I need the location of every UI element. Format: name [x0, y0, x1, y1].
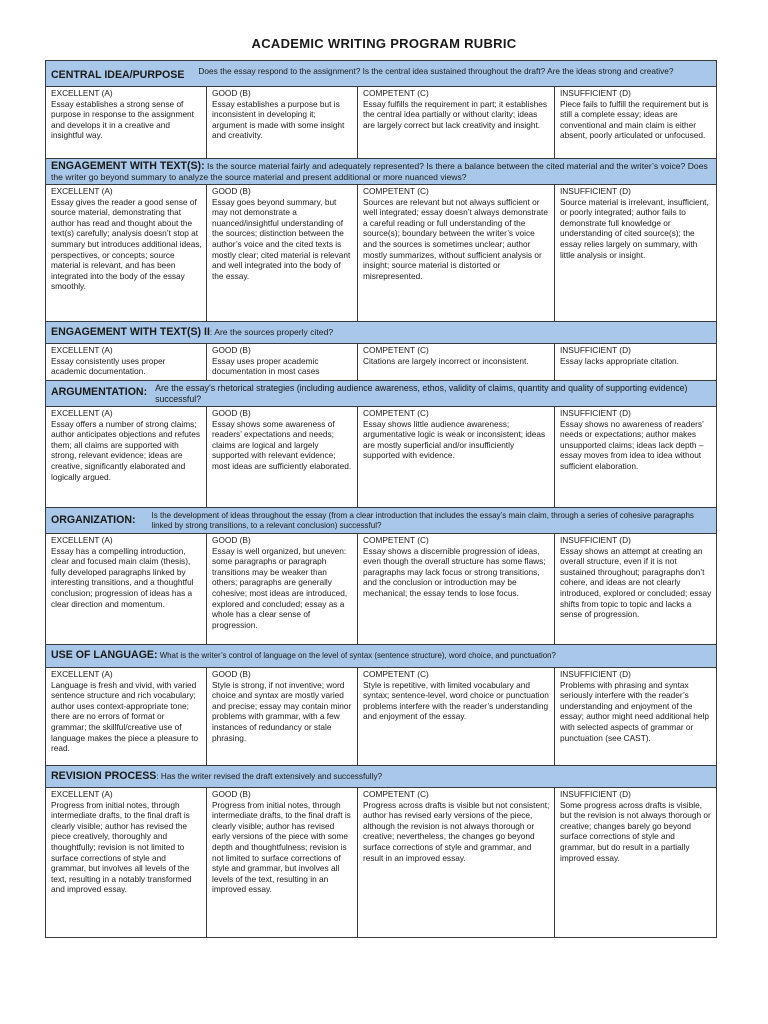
level-label: INSUFFICIENT (D) [560, 186, 631, 196]
cell-insufficient [555, 407, 717, 508]
criterion-title: ARGUMENTATION: [51, 386, 148, 399]
level-description: Essay lacks appropriate citation. [560, 355, 679, 366]
level-description: Problems with phrasing and syntax seriously interfere with the reader’s understanding and enjoyment of the essay; author might need additional help with selected aspects of grammar or punctuation (see CAST). [560, 679, 709, 743]
level-description: Style is strong, if not inventive; word choice and syntax are mostly varied and precise; essay may contain minor problems with grammar, with a few instances of redundancy or stale phrasing. [212, 679, 352, 743]
level-label: INSUFFICIENT (D) [560, 88, 631, 98]
cell-competent [358, 344, 555, 381]
level-label: INSUFFICIENT (D) [560, 669, 631, 679]
criterion-title: USE OF LANGUAGE: [51, 649, 158, 662]
cell-insufficient [555, 788, 717, 938]
criterion-question: Is the source material fairly and adequately represented? Is there a balance between the cited material and the writer’s voice? Does the writer go beyond summary to analyze the source material and present additional or more nuanced views? [51, 160, 708, 182]
level-description: Essay shows little audience awareness; argumentative logic is weak or inconsistent; ideas are mostly superficial and/or insufficiently supported with evidence. [363, 418, 546, 461]
level-description: Progress from initial notes, through intermediate drafts, to the final draft is clearly visible; author has revised early versions of the piece with some depth and thoughtfulness; revision is not limited to surface corrections of style and grammar, but involves all levels of the text, resulting in an improved essay. [212, 799, 351, 895]
level-label: GOOD (B) [212, 88, 251, 98]
level-label: EXCELLENT (A) [51, 669, 113, 679]
level-description: Essay is well organized, but uneven: some paragraphs or paragraph transitions may be weaker than others; paragraphs are generally cohesive; most ideas are introduced, explored and concluded; essay as a whole has a clear sense of progression. [212, 545, 348, 630]
cell-insufficient [555, 344, 717, 381]
cell-excellent [46, 87, 207, 159]
criterion-question: What is the writer’s control of language on the level of syntax (sentence structure), word choice, and punctuation? [157, 651, 556, 661]
level-description: Essay fulfills the requirement in part; it establishes the central idea partially or without clarity; ideas are largely correct but lack creativity and insight. [363, 98, 547, 130]
level-description: Essay shows no awareness of readers’ needs or expectations; author makes unsupported claims; ideas lack depth – essay moves from idea to idea without sufficient elaboration. [560, 418, 704, 471]
criteria-row [46, 87, 717, 159]
level-label: COMPETENT (C) [363, 789, 429, 799]
cell-competent [358, 788, 555, 938]
cell-excellent [46, 534, 207, 645]
level-description: Citations are largely incorrect or inconsistent. [363, 355, 529, 366]
level-description: Essay shows an attempt at creating an overall structure, even if it is not sustained throughout; paragraphs don’t cohere, and ideas are not clearly introduced, explored or concluded; essay shifts from topic to topic and lacks a sense of progression. [560, 545, 712, 620]
cell-good [207, 344, 358, 381]
criterion-title: ENGAGEMENT WITH TEXT(S) II [51, 326, 210, 339]
cell-good [207, 788, 358, 938]
section-header-central-idea [46, 61, 717, 87]
level-label: COMPETENT (C) [363, 669, 429, 679]
level-description: Essay shows a discernible progression of ideas, even though the overall structure has some flaws; paragraphs may lack focus or strong transitions, and the conclusion or introduction may be mechanical; the essay tends to lose focus. [363, 545, 546, 598]
cell-competent [358, 534, 555, 645]
level-description: Piece fails to fulfill the requirement but is still a complete essay; ideas are conventional and main claim is either absent, poorly articulated or unfocused. [560, 98, 709, 141]
level-label: INSUFFICIENT (D) [560, 345, 631, 355]
level-label: GOOD (B) [212, 408, 251, 418]
level-description: Essay offers a number of strong claims; author anticipates objections and refutes them; all claims are supported with strong, relevant evidence; ideas are creative, significantly elaborated and logically argued. [51, 418, 200, 482]
criteria-row [46, 788, 717, 938]
cell-good [207, 185, 358, 322]
cell-excellent [46, 185, 207, 322]
level-description: Essay establishes a strong sense of purpose in response to the assignment and develops it in a creative and insightful way. [51, 98, 194, 141]
section-header-engagement-ii [46, 322, 717, 344]
section-header-revision-process [46, 766, 717, 788]
section-header-engagement [46, 159, 717, 185]
cell-excellent [46, 668, 207, 766]
criterion-title: ORGANIZATION: [51, 513, 136, 526]
level-description: Essay goes beyond summary, but may not demonstrate a nuanced/insightful understanding of the sources; distinction between the author’s voice and the cited texts is mostly clear; cited material is relevant and well integrated into the body of the essay. [212, 196, 351, 281]
level-description: Essay has a compelling introduction, clear and focused main claim (thesis), fully developed paragraphs linked by interesting transitions, and a thoughtful conclusion; progression of ideas has a clear direction and momentum. [51, 545, 194, 609]
level-description: Sources are relevant but not always sufficient or well integrated; essay doesn’t always demonstrate a careful reading or full understanding of the source(s); boundary between the writer’s voice and the sources is sometimes unclear; author mostly summarizes, without sufficient analysis or insight; source material is distorted or misrepresented. [363, 196, 548, 281]
level-label: GOOD (B) [212, 535, 251, 545]
level-label: COMPETENT (C) [363, 88, 429, 98]
criteria-row [46, 407, 717, 508]
criterion-question: Are the essay’s rhetorical strategies (including audience awareness, ethos, validity of claims, quantity and quality of supporting evidence) successful? [155, 383, 688, 404]
level-label: COMPETENT (C) [363, 535, 429, 545]
level-label: EXCELLENT (A) [51, 408, 113, 418]
level-description: Language is fresh and vivid, with varied sentence structure and rich vocabulary; author uses context-appropriate tone; there are no errors of format or grammar; the skillful/creative use of language makes the piece a pleasure to read. [51, 679, 199, 754]
criterion-title: REVISION PROCESS [51, 769, 157, 782]
level-description: Progress across drafts is visible but not consistent; author has revised early versions of the piece, although the revision is not always thorough or creative; nevertheless, the changes go beyond surface corrections of style and grammar, and result in an improved essay. [363, 799, 550, 863]
level-label: EXCELLENT (A) [51, 535, 113, 545]
cell-good [207, 668, 358, 766]
cell-insufficient [555, 87, 717, 159]
level-label: GOOD (B) [212, 345, 251, 355]
level-description: Source material is irrelevant, insufficient, or poorly integrated; author fails to demonstrate full knowledge or understanding of cited source(s); the essay relies largely on summary, with little analysis or insight. [560, 196, 709, 260]
criterion-title: ENGAGEMENT WITH TEXT(S): [51, 159, 205, 172]
criteria-row [46, 344, 717, 381]
cell-excellent [46, 407, 207, 508]
cell-good [207, 407, 358, 508]
cell-excellent [46, 788, 207, 938]
cell-insufficient [555, 534, 717, 645]
cell-competent [358, 87, 555, 159]
criterion-title: CENTRAL IDEA/PURPOSE [51, 69, 185, 82]
page-title: ACADEMIC WRITING PROGRAM RUBRIC [251, 36, 517, 51]
rubric-table [45, 60, 717, 938]
cell-good [207, 87, 358, 159]
level-description: Essay gives the reader a good sense of source material, demonstrating that author has read and thought about the text(s) carefully; analysis doesn’t stop at summary but introduces additional ideas, perspectives, or concepts; source material is relevant, and has been integrated into the body of the essay smoothly. [51, 196, 202, 292]
level-description: Some progress across drafts is visible, but the revision is not always thorough or creative; changes barely go beyond surface corrections of style and grammar, but do result in a partially improved essay. [560, 799, 711, 863]
level-description: Essay consistently uses proper academic documentation. [51, 355, 166, 377]
level-label: EXCELLENT (A) [51, 88, 113, 98]
level-label: GOOD (B) [212, 789, 251, 799]
level-label: COMPETENT (C) [363, 408, 429, 418]
level-label: INSUFFICIENT (D) [560, 408, 631, 418]
cell-competent [358, 668, 555, 766]
cell-insufficient [555, 185, 717, 322]
level-description: Progress from initial notes, through intermediate drafts, to the final draft is clearly visible; author has revised the piece creatively, thoroughly and thoughtfully; revision is not limited to surface corrections of style and grammar, but involves all levels of the text, resulting in a notably transformed and improved essay. [51, 799, 192, 895]
level-description: Essay establishes a purpose but is inconsistent in developing it; argument is made with some insight and creativity. [212, 98, 345, 141]
level-description: Essay uses proper academic documentation in most cases [212, 355, 320, 377]
cell-insufficient [555, 668, 717, 766]
criterion-question: : Are the sources properly cited? [209, 327, 334, 338]
level-label: EXCELLENT (A) [51, 186, 113, 196]
level-description: Style is repetitive, with limited vocabulary and syntax; sentence-level, word choice or punctuation problems interfere with the reader’s understanding and enjoyment of the essay. [363, 679, 549, 722]
level-label: INSUFFICIENT (D) [560, 789, 631, 799]
cell-excellent [46, 344, 207, 381]
level-label: EXCELLENT (A) [51, 789, 113, 799]
level-label: EXCELLENT (A) [51, 345, 113, 355]
cell-good [207, 534, 358, 645]
level-label: COMPETENT (C) [363, 345, 429, 355]
criterion-question: : Has the writer revised the draft extensively and successfully? [156, 771, 383, 781]
level-label: GOOD (B) [212, 669, 251, 679]
criterion-question: Is the development of ideas throughout the essay (from a clear introduction that includes the essay’s main claim, through a series of cohesive paragraphs linked by strong transitions, to a relevant conclusion) successful? [151, 510, 694, 530]
criterion-question: Does the essay respond to the assignment? Is the central idea sustained throughout the draft? Are the ideas strong and creative? [198, 66, 674, 77]
cell-competent [358, 185, 555, 322]
criteria-row [46, 185, 717, 322]
criteria-row [46, 534, 717, 645]
level-label: INSUFFICIENT (D) [560, 535, 631, 545]
section-header-use-of-language [46, 645, 717, 668]
cell-competent [358, 407, 555, 508]
level-description: Essay shows some awareness of readers’ expectations and needs; claims are logical and largely supported with relevant evidence; most ideas are sufficiently elaborated. [212, 418, 352, 471]
section-header-organization [46, 508, 717, 534]
level-label: GOOD (B) [212, 186, 251, 196]
level-label: COMPETENT (C) [363, 186, 429, 196]
section-header-argumentation [46, 381, 717, 407]
criteria-row [46, 668, 717, 766]
